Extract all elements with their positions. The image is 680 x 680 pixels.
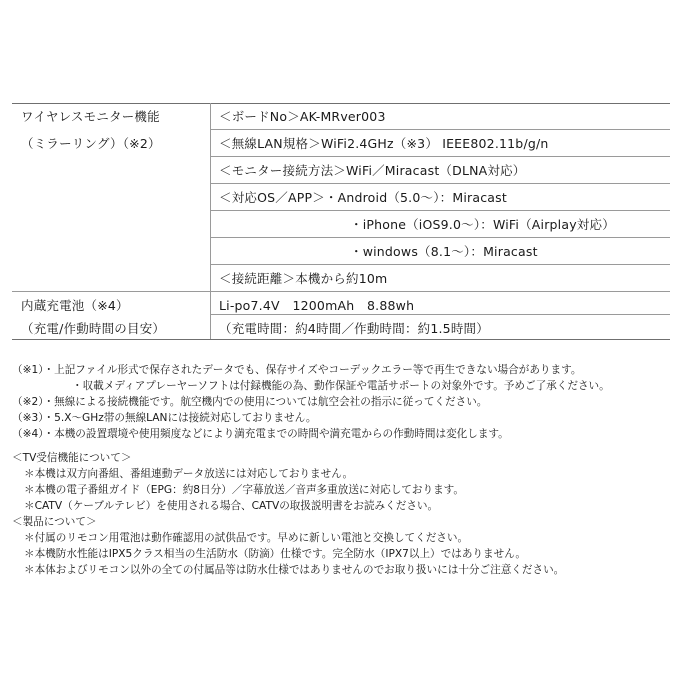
table-bottom-border <box>12 339 670 340</box>
board-no-value: ＜ボードNo＞AK-MRver003 <box>219 109 386 124</box>
spec-row <box>12 265 670 291</box>
wlan-standard-value: ＜無線LAN規格＞WiFi2.4GHz（※3） IEEE802.11b/g/n <box>219 136 549 151</box>
note-4: （※4）・本機の設置環境や使用頻度などにより満充電までの時間や満充電からの作動時間は変化します。 <box>12 428 509 440</box>
note-1: （※1）・上記ファイル形式で保存されたデータでも、保存サイズやコーデックエラー等で再生できない場合があります。 <box>12 364 582 376</box>
battery-spec-value: Li-po7.4V 1200mAh 8.88wh <box>219 298 415 313</box>
spec-row <box>12 103 670 129</box>
spec-row <box>12 184 670 210</box>
supported-os-value: ＜対応OS／APP＞・Android（5.0〜）：Miracast <box>219 190 507 205</box>
product-item: ＊付属のリモコン用電池は動作確認用の試供品です。早めに新しい電池と交換してください。 <box>24 532 469 544</box>
tv-item: ＊本機は双方向番組、番組連動データ放送には対応しておりません。 <box>24 468 354 480</box>
wireless-label-line2: （ミラーリング）（※2） <box>21 136 161 151</box>
spec-row <box>12 130 670 156</box>
spec-row <box>12 211 670 237</box>
charging-time-value: （充電時間：約4時間／作動時間：約1.5時間） <box>219 321 489 336</box>
tv-heading: ＜TV受信機能について＞ <box>12 452 132 464</box>
battery-label-line2: （充電/作動時間の目安） <box>21 321 166 336</box>
windows-os-value: ・windows（8.1〜）：Miracast <box>350 244 538 259</box>
spec-row <box>12 238 670 264</box>
note-1b: ・収載メディアプレーヤーソフトは付録機能の為、動作保証や電話サポートの対象外です。予めご了承ください。 <box>72 380 610 392</box>
iphone-os-value: ・iPhone（iOS9.0〜）：WiFi（Airplay対応） <box>350 217 615 232</box>
wireless-label-line1: ワイヤレスモニター機能 <box>21 109 160 124</box>
product-item: ＊本体およびリモコン以外の全ての付属品等は防水仕様ではありませんのでお取り扱いには十分ご注意ください。 <box>24 564 565 576</box>
connection-distance-value: ＜接続距離＞本機から約10m <box>219 271 388 286</box>
note-2: （※2）・無線による接続機能です。航空機内での使用については航空会社の指示に従ってください。 <box>12 396 488 408</box>
battery-label-line1: 内蔵充電池（※4） <box>21 298 129 313</box>
spec-row <box>12 157 670 183</box>
spec-row <box>12 315 670 341</box>
monitor-connection-value: ＜モニター接続方法＞WiFi／Miracast（DLNA対応） <box>219 163 526 178</box>
tv-item: ＊本機の電子番組ガイド（EPG：約8日分）／字幕放送／音声多重放送に対応しております。 <box>24 484 465 496</box>
product-item: ＊本機防水性能はIPX5クラス相当の生活防水（防滴）仕様です。完全防水（IPX7以上）ではありません。 <box>24 548 527 560</box>
note-3: （※3）・5.X〜GHz帯の無線LANには接続対応しておりません。 <box>12 412 317 424</box>
tv-item: ＊CATV（ケーブルテレビ）を使用される場合、CATVの取扱説明書をお読みください。 <box>24 500 439 512</box>
product-heading: ＜製品について＞ <box>12 516 97 528</box>
